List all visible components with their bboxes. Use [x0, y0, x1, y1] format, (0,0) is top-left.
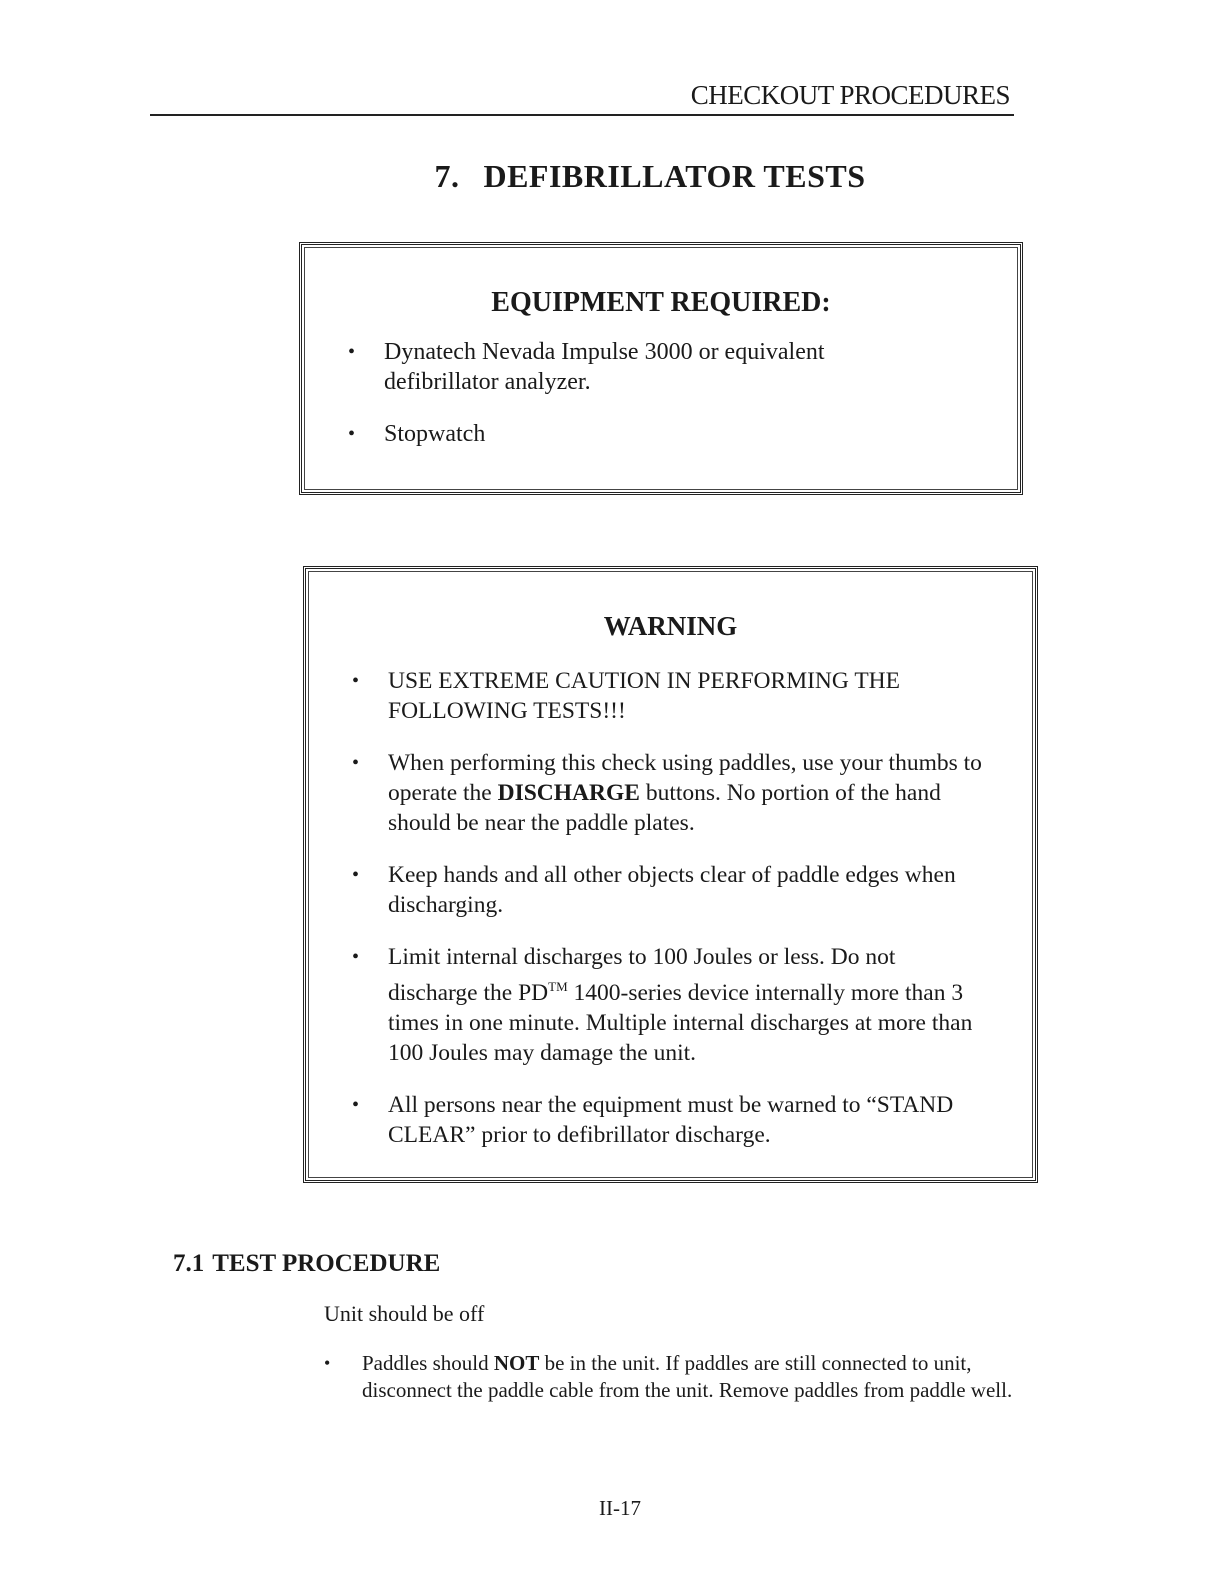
list-item: • When performing this check using paddles, use your thumbs to operate the DISCHARGE buttons. No portion of the hand should be near the paddle plates. — [352, 750, 982, 836]
list-item: • Stopwatch — [348, 421, 486, 447]
section-heading — [173, 1250, 440, 1278]
procedure-list — [324, 1350, 1032, 1404]
chapter-number: 7. — [434, 158, 460, 194]
bullet-icon: • — [352, 752, 360, 774]
list-item: • Dynatech Nevada Impulse 3000 or equivalent defibrillator analyzer. — [348, 339, 825, 395]
list-item: • All persons near the equipment must be warned to “STAND CLEAR” prior to defibrillator discharge. — [352, 1091, 954, 1148]
bullet-icon: • — [352, 670, 360, 692]
equipment-required-box — [299, 242, 1023, 495]
section-title-text: TEST PROCEDURE — [212, 1250, 441, 1277]
warning-box — [303, 566, 1038, 1183]
procedure-intro: Unit should be off — [324, 1301, 485, 1326]
list-item: • Keep hands and all other objects clear of paddle edges when discharging. — [352, 862, 956, 918]
header-rule — [150, 114, 1014, 116]
list-item: • Paddles should NOT be in the unit. If paddles are still connected to unit, disconnect the paddle cable from the unit. Remove paddles from paddle well. — [324, 1351, 1013, 1402]
page-number: II-17 — [599, 1496, 641, 1520]
bullet-icon: • — [352, 1093, 360, 1116]
equipment-list — [348, 337, 944, 449]
bullet-icon: • — [352, 864, 360, 886]
chapter-title-text: DEFIBRILLATOR TESTS — [483, 158, 866, 194]
warning-title: WARNING — [603, 611, 738, 641]
bullet-icon: • — [348, 423, 356, 445]
equipment-required-title: EQUIPMENT REQUIRED: — [491, 287, 831, 318]
list-item: • USE EXTREME CAUTION IN PERFORMING THE FOLLOWING TESTS!!! — [352, 668, 900, 724]
section-number: 7.1 — [173, 1250, 205, 1277]
bullet-icon: • — [352, 946, 360, 968]
bullet-icon: • — [348, 341, 356, 363]
warning-list — [352, 666, 988, 1150]
chapter-title — [300, 158, 1000, 195]
running-header: CHECKOUT PROCEDURES — [690, 80, 1010, 110]
list-item: • Limit internal discharges to 100 Joules or less. Do not discharge the PD™ 1400-series device internally more than 3 times in one minute. Multiple internal discharges at more than 100 Joules may damage the unit. — [352, 944, 973, 1066]
bullet-icon: • — [324, 1353, 331, 1373]
